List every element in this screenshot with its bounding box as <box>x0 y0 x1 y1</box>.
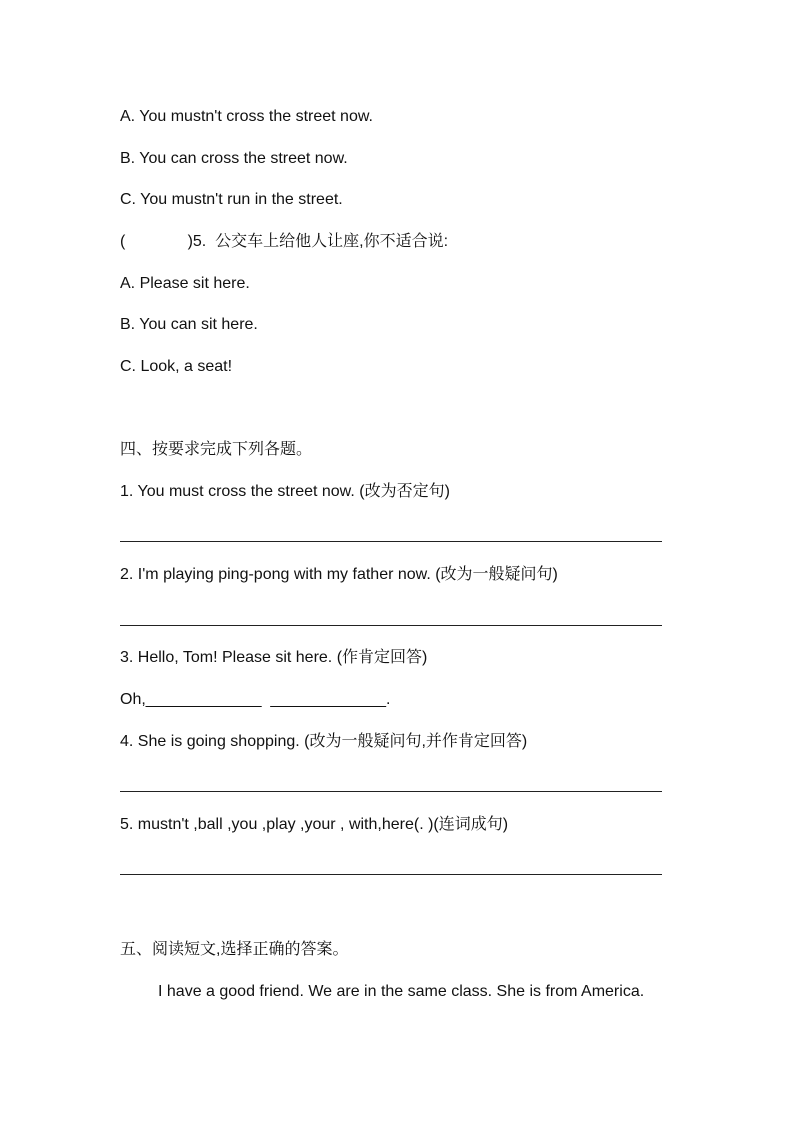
s4-item-3: 3. Hello, Tom! Please sit here. (作肯定回答) <box>120 649 428 666</box>
section-5-heading: 五、阅读短文,选择正确的答案。 <box>120 941 349 958</box>
s4-item-1: 1. You must cross the street now. (改为否定句) <box>120 483 450 500</box>
answer-line-1[interactable] <box>120 541 662 542</box>
q4-option-c: C. You mustn't run in the street. <box>120 191 343 208</box>
q5-option-c: C. Look, a seat! <box>120 358 233 375</box>
answer-line-4[interactable] <box>120 791 662 792</box>
s4-answer-3[interactable]: Oh,_____________ _____________. <box>120 691 391 708</box>
section-4-heading: 四、按要求完成下列各题。 <box>120 441 313 458</box>
reading-passage: I have a good friend. We are in the same class. She is from America. <box>158 983 645 1000</box>
s4-item-5: 5. mustn't ,ball ,you ,play ,your , with,here(. )(连词成句) <box>120 816 509 833</box>
q4-option-a: A. You mustn't cross the street now. <box>120 108 373 125</box>
s4-item-4: 4. She is going shopping. (改为一般疑问句,并作肯定回答) <box>120 733 528 750</box>
answer-line-2[interactable] <box>120 625 662 626</box>
answer-line-5[interactable] <box>120 874 662 875</box>
s4-item-2: 2. I'm playing ping-pong with my father now. (改为一般疑问句) <box>120 566 558 583</box>
q5-stem: ( )5. 公交车上给他人让座,你不适合说: <box>120 233 449 250</box>
q5-option-b: B. You can sit here. <box>120 316 258 333</box>
q5-option-a: A. Please sit here. <box>120 275 250 292</box>
q4-option-b: B. You can cross the street now. <box>120 150 348 167</box>
